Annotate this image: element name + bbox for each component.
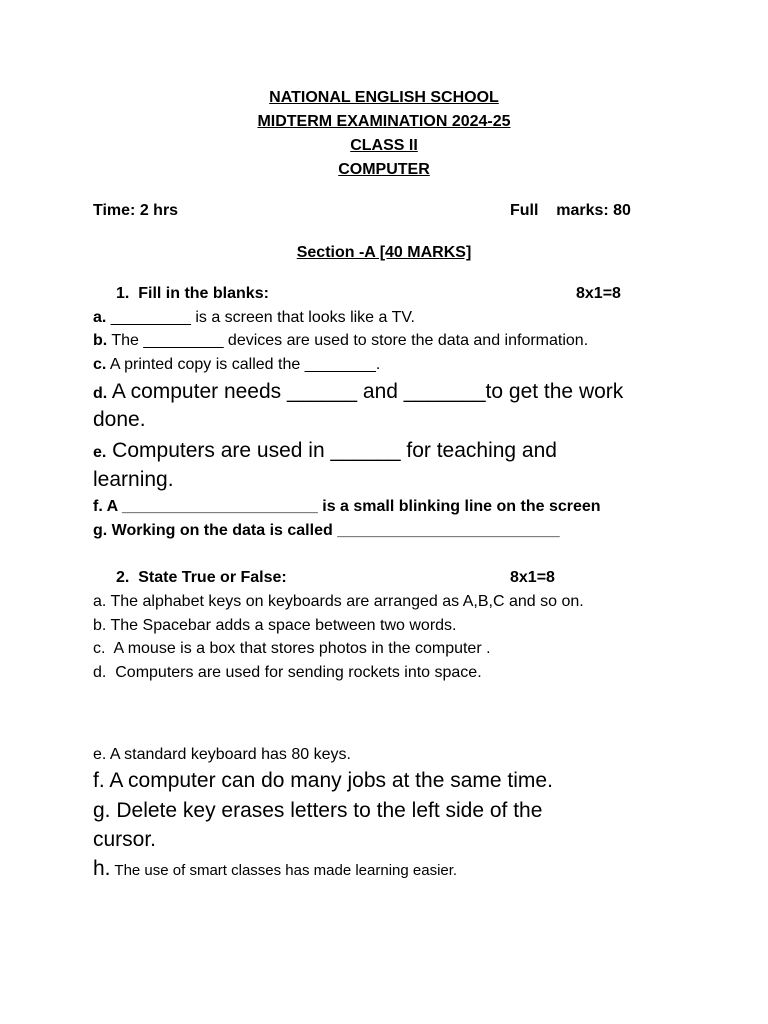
q2-item-c: c. A mouse is a box that stores photos in the computer . (93, 640, 491, 657)
q1-item-b-label: b. (93, 332, 108, 349)
full-marks-label: Full marks: 80 (510, 202, 631, 219)
q1-item-g (93, 522, 560, 540)
school-name: NATIONAL ENGLISH SCHOOL (269, 89, 499, 106)
exam-title: MIDTERM EXAMINATION 2024-25 (257, 113, 511, 130)
q2-item-f: f. A computer can do many jobs at the same time. (93, 769, 553, 792)
q1-item-g-label: g. (93, 522, 108, 539)
q1-item-c-label: c. (93, 356, 107, 373)
q1-item-f-text: ______________________ is a small blinking line on the screen (117, 498, 601, 515)
q2-item-e: e. A standard keyboard has 80 keys. (93, 746, 351, 763)
q1-title: 1. Fill in the blanks: (116, 285, 269, 302)
q2-item-b: b. The Spacebar adds a space between two words. (93, 617, 457, 634)
q1-item-b-text: The _________ devices are used to store the data and information. (107, 332, 589, 349)
class-title: CLASS II (350, 137, 418, 154)
q2-title: 2. State True or False: (116, 569, 287, 586)
q2-item-g-cont: cursor. (93, 828, 157, 851)
q1-item-g-text: Working on the data is called _________________________ (107, 522, 560, 539)
q1-item-c (93, 356, 380, 374)
q1-item-d-label: d. (93, 385, 108, 402)
q1-item-a-label: a. (93, 309, 107, 326)
q1-marks: 8x1=8 (576, 285, 621, 302)
q1-item-f (93, 498, 601, 516)
q1-item-a (93, 309, 415, 327)
q2-marks: 8x1=8 (510, 569, 555, 586)
q1-item-e-label: e. (93, 444, 107, 461)
q2-item-h-label: h. (93, 857, 111, 880)
q1-item-d-text: A computer needs ______ and _______to get the work (107, 380, 624, 403)
q1-item-d (93, 380, 623, 404)
q2-item-g: g. Delete key erases letters to the left side of the (93, 799, 543, 822)
q2-item-h-text: The use of smart classes has made learning easier. (110, 862, 458, 879)
q2-item-a: a. The alphabet keys on keyboards are arranged as A,B,C and so on. (93, 593, 584, 610)
q1-item-b (93, 332, 588, 350)
q1-item-a-text: _________ is a screen that looks like a TV. (106, 309, 415, 326)
q1-item-d-cont: done. (93, 408, 146, 431)
q2-item-h (93, 857, 457, 881)
subject-title: COMPUTER (338, 161, 430, 178)
q2-item-d: d. Computers are used for sending rockets into space. (93, 664, 482, 681)
q1-item-e-cont: learning. (93, 468, 174, 491)
q1-item-e (93, 439, 557, 463)
q1-item-c-text: A printed copy is called the ________. (106, 356, 381, 373)
time-label: Time: 2 hrs (93, 202, 179, 219)
section-a-title: Section -A [40 MARKS] (296, 244, 472, 261)
q1-item-f-label: f. A (93, 498, 118, 515)
q1-item-e-text: Computers are used in ______ for teaching and (106, 439, 557, 462)
